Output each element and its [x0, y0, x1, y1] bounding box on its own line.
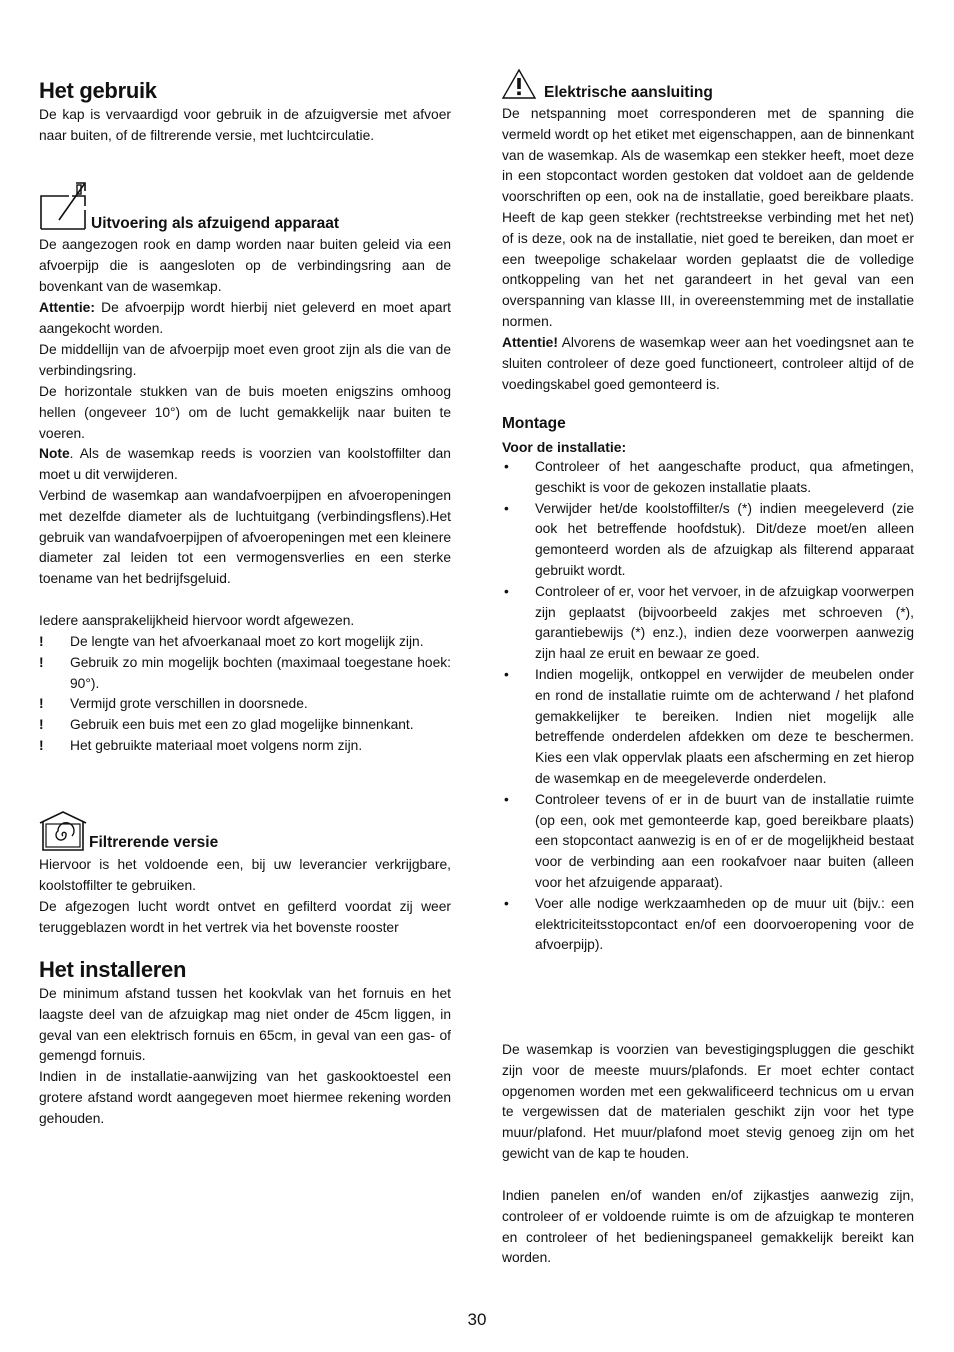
list-item: ! Gebruik zo min mogelijk bochten (maximaal toegestane hoek: 90°).: [39, 654, 451, 691]
list-item: ! Gebruik een buis met een zo glad mogelijke binnenkant.: [39, 715, 451, 736]
montage-paragraph-2: Indien panelen en/of wanden en/of zijkastjes aanwezig zijn, controleer of er voldoende ruimte is om de afzuigkap te monteren en controleer of het bedieningspaneel gemakkelijk bereikt kan worden.: [502, 1188, 914, 1266]
gebruik-intro: De kap is vervaardigd voor gebruik in de afzuigversie met afvoer naar buiten, of de filtrerende versie, met luchtcirculatie.: [39, 107, 451, 143]
list-item: ! Het gebruikte materiaal moet volgens norm zijn.: [39, 736, 451, 757]
heading-uitvoering-afzuigend: Uitvoering als afzuigend apparaat: [91, 215, 340, 232]
attentie-text: De afvoerpijp wordt hierbij niet geleverd en moet apart aangekocht worden.: [39, 300, 451, 336]
heading-filtrerende-versie: Filtrerende versie: [89, 834, 219, 851]
house-chimney-icon: [39, 180, 89, 235]
subheading-voor-de-installatie: Voor de installatie:: [502, 439, 627, 455]
heading-montage: Montage: [502, 415, 566, 432]
bullet-mark: !: [39, 634, 44, 649]
attentie-text: Alvorens de wasemkap weer aan het voedingsnet aan te sluiten controleer of deze goed functioneert, controleer altijd of de voedingskabel goed gemonteerd is.: [502, 335, 914, 392]
filter-paragraph-2: De afgezogen lucht wordt ontvet en gefilterd voordat zij weer teruggeblazen wordt in het vertrek via het bovenste rooster: [39, 899, 451, 935]
bullet-mark: !: [39, 654, 44, 670]
afzuig-note: [39, 444, 451, 486]
bullet-mark: !: [39, 717, 44, 733]
warning-triangle-icon: [502, 68, 536, 105]
page-number: 30: [467, 1310, 487, 1329]
bullet-mark: !: [39, 696, 44, 712]
afzuig-paragraph-3: De horizontale stukken van de buis moeten enigszins omhoog hellen (ongeveer 10°) om de lucht gemakkelijk naar buiten te voeren.: [39, 384, 451, 441]
elektrisch-paragraph-1: De netspanning moet corresponderen met de spanning die vermeld wordt op het etiket met eigenschappen, aan de binnenkant van de wasemkap. Als de wasemkap een stekker heeft, moet deze in een stopcontact worden gestoken dat voldoet aan de geldende voorschriften op een, ook na de installatie, goed bereikbare plaats. Heeft de kap geen stekker (rechtstreekse verbinding met het net) of is deze, ook na de installatie, niet goed te bereiken, dan moet er een tweepolige schakelaar worden geplaatst die de volledige ontkoppeling van het net garandeert in het geval van een overspanning van klasse III, in overeenstemming met de installatie normen.: [502, 106, 914, 329]
attentie-label: Attentie:: [39, 300, 95, 315]
bullet-mark: •: [504, 459, 509, 474]
list-item: • Controleer of er, voor het vervoer, in de afzuigkap voorwerpen zijn geplaatst (bijvoorbeeld zakjes met schroeven (*), garantiebewijs (*) enz.), indien deze voorwerpen aanwezig zijn haal ze eruit en bewaar ze goed.: [504, 583, 914, 662]
bullet-mark: •: [504, 500, 509, 516]
afzuig-paragraph-5: Iedere aansprakelijkheid hiervoor wordt afgewezen.: [39, 613, 355, 628]
afzuig-bullet-list: [39, 632, 451, 757]
list-item: • Indien mogelijk, ontkoppel en verwijder de meubelen onder en rond de installatie ruimte om de achterwand / het plafond gemakkelijker te bereiken. Indien niet mogelijk alle betreffende onderdelen afdekken om deze te beschermen. Kies een vlak oppervlak plaats een afscherming en zet hierop de wasemkap en de meegeleverde onderdelen.: [504, 666, 914, 786]
heading-het-gebruik: Het gebruik: [39, 78, 157, 103]
elektrisch-attentie: [502, 333, 914, 395]
note-text: . Als de wasemkap reeds is voorzien van koolstoffilter dan moet u dit verwijderen.: [39, 446, 451, 482]
list-item: • Verwijder het/de koolstoffilter/s (*) indien meegeleverd (zie ook het betreffende hoofdstuk). Dit/deze moet/en alleen gemonteerd worden als de afzuigkap als filterend apparaat gebruikt wordt.: [504, 500, 914, 578]
bullet-mark: •: [504, 791, 509, 807]
montage-paragraph-1: De wasemkap is voorzien van bevestigingspluggen die geschikt zijn voor de meeste muurs/plafonds. Er moet echter contact opgenomen worden met een gekwalificeerd technicus om u ervan te vergewissen dat de materialen geschikt zijn voor het type muur/plafond. Het muur/plafond moet stevig genoeg zijn om het gewicht van de kap te houden.: [502, 1042, 914, 1161]
heading-elektrische-aansluiting: Elektrische aansluiting: [544, 84, 713, 101]
afzuig-paragraph-4: Verbind de wasemkap aan wandafvoerpijpen en afvoeropeningen met dezelfde diameter als de luchtuitgang (verbindingsflens).Het gebruik van wandafvoerpijpen of afvoeropeningen met een kleinere diameter zal leiden tot een vermogensverlies en een sterke toename van het bedrijfsgeluid.: [39, 488, 451, 587]
installeren-paragraph-1: De minimum afstand tussen het kookvlak van het fornuis en het laagste deel van de afzuigkap mag niet onder de 45cm liggen, in geval van een elektrisch fornuis en 65cm, in geval van een gas- of gemengd fornuis.: [39, 986, 451, 1064]
house-filter-spiral-icon: [39, 810, 87, 857]
list-item: • Voer alle nodige werkzaamheden op de muur uit (bijv.: een elektriciteitsstopcontact en/of een doorvoeropening voor de afvoerpijp).: [504, 895, 914, 953]
list-item: ! Vermijd grote verschillen in doorsnede.: [39, 694, 451, 715]
list-item: • Controleer tevens of er in de buurt van de installatie ruimte (op een, ook met gemonteerde kap, goed bereikbare plaats) een stopcontact aanwezig is en of er de mogelijkheid bestaat voor de verbinding aan een rookafvoer naar buiten (alleen voor het afzuigende apparaat).: [504, 791, 914, 890]
installeren-paragraph-2: Indien in de installatie-aanwijzing van het gaskooktoestel een grotere afstand wordt aangegeven moet hiermee rekening worden gehouden.: [39, 1069, 451, 1126]
bullet-mark: !: [39, 737, 44, 753]
afzuig-paragraph-1: De aangezogen rook en damp worden naar buiten geleid via een afvoerpijp die is aangesloten op de verbindingsring aan de bovenkant van de wasemkap.: [39, 237, 451, 294]
bullet-mark: •: [504, 895, 509, 911]
list-item: • Controleer of het aangeschafte product, qua afmetingen, geschikt is voor de gekozen installatie plaats.: [504, 459, 914, 495]
montage-bullet-list: [502, 457, 914, 956]
bullet-mark: •: [504, 583, 509, 599]
bullet-mark: •: [504, 666, 509, 682]
afzuig-paragraph-2: De middellijn van de afvoerpijp moet even groot zijn als die van de verbindingsring.: [39, 342, 451, 378]
afzuig-attentie: [39, 298, 451, 340]
attentie-label: Attentie!: [502, 335, 558, 350]
heading-het-installeren: Het installeren: [39, 957, 187, 982]
filter-paragraph-1: Hiervoor is het voldoende een, bij uw leverancier verkrijgbare, koolstoffilter te gebruiken.: [39, 857, 451, 893]
note-label: Note: [39, 446, 70, 461]
list-item: ! De lengte van het afvoerkanaal moet zo kort mogelijk zijn.: [39, 632, 451, 653]
